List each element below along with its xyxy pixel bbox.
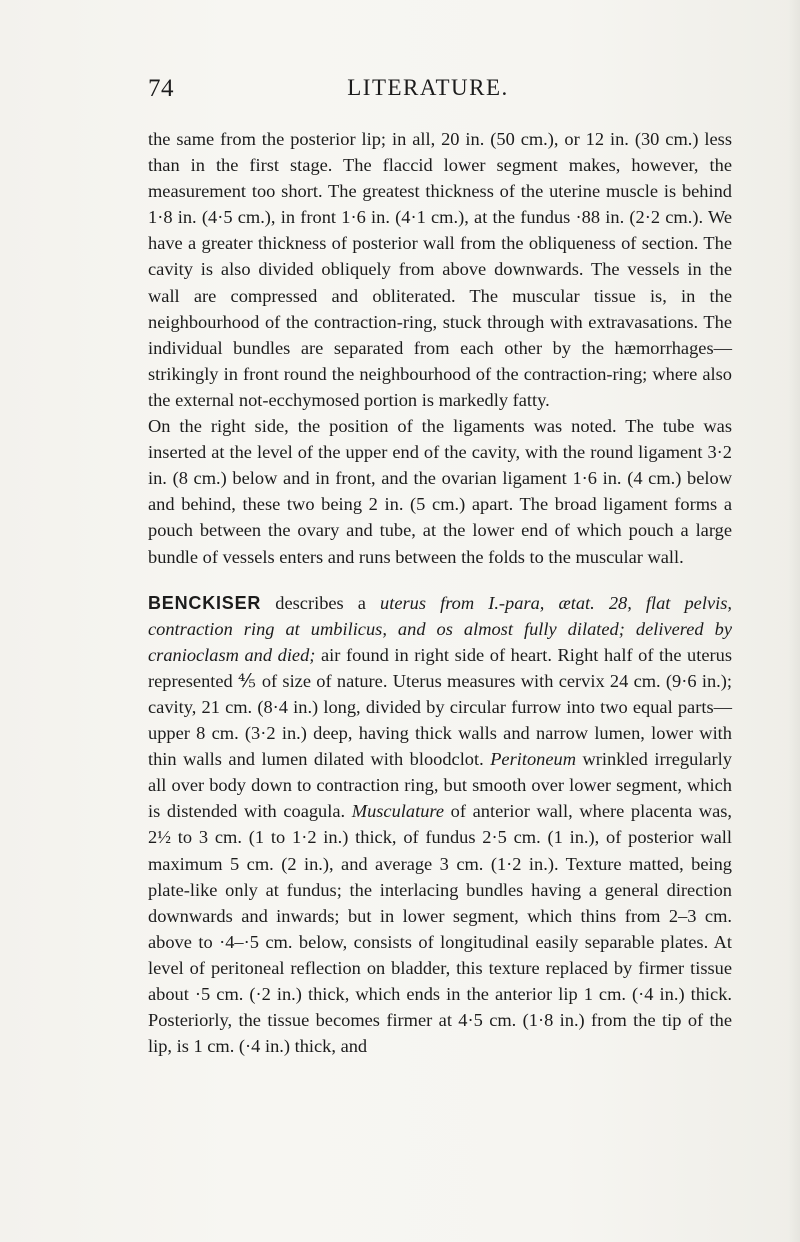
peritoneum-term: Peritoneum xyxy=(490,749,577,770)
paragraph-benckiser xyxy=(148,590,732,1060)
intro-text: describes a xyxy=(261,592,381,613)
author-name: BENCKISER xyxy=(148,592,262,613)
findings-text-a: air found in right side of heart. Right half of the uterus represented ⅘ of size of nature. Uterus measures with cervix 24 cm. (9·6 in.); cavity, 21 cm. (8·4 in.) long, divided by circular furrow into two equal parts—upper 8 cm. (3·2 in.) deep, having thick walls and narrow lumen, lower with thin walls and lumen dilated with bloodclot. xyxy=(148,644,732,770)
paragraph-ligaments: On the right side, the position of the ligaments was noted. The tube was inserted at the level of the upper end of the cavity, with the round ligament 3·2 in. (8 cm.) below and in front, and the ovarian ligament 1·6 in. (4 cm.) below and behind, these two being 2 in. (5 cm.) apart. The broad ligament forms a pouch between the ovary and tube, at the lower end of which pouch a large bundle of vessels enters and runs between the folds to the muscular wall. xyxy=(148,416,732,567)
paragraph-continued: the same from the posterior lip; in all, 20 in. (50 cm.), or 12 in. (30 cm.) less than in the first stage. The flaccid lower segment makes, however, the measurement too short. The greatest thickness of the uterine muscle is behind 1·8 in. (4·5 cm.), in front 1·6 in. (4·1 cm.), at the fundus ·88 in. (2·2 cm.). We have a greater thickness of posterior wall from the obliqueness of section. The cavity is also divided obliquely from above downwards. The vessels in the wall are compressed and obliterated. The muscular tissue is, in the neighbourhood of the contraction-ring, stuck through with extravasations. The individual bundles are separated from each other by the hæmorrhages—strikingly in front round the neighbourhood of the contraction-ring; where also the external not-ecchymosed portion is markedly fatty. xyxy=(148,129,732,410)
page-edge-shadow xyxy=(788,0,800,1242)
running-title: LITERATURE. xyxy=(347,75,509,100)
findings-text-b: wrinkled irregularly all over body down to contraction ring, but smooth over lower segment, which is distended with coagula. xyxy=(148,749,732,822)
body-text xyxy=(148,126,732,1059)
findings-text-c: of anterior wall, where placenta was, 2½ to 3 cm. (1 to 1·2 in.) thick, of fundus 2·5 cm. (1 in.), of posterior wall maximum 5 cm. (2 in.), and average 3 cm. (1·2 in.). Texture matted, being plate-like only at fundus; the interlacing bundles having a general direction downwards and inwards; but in lower segment, which thins from 2–3 cm. above to ·4–·5 cm. below, consists of longitudinal easily separable plates. At level of peritoneal reflection on bladder, this texture replaced by firmer tissue about ·5 cm. (·2 in.) thick, which ends in the anterior lip 1 cm. (·4 in.) thick. Posteriorly, the tissue becomes firmer at 4·5 cm. (1·8 in.) from the tip of the lip, is 1 cm. (·4 in.) thick, and xyxy=(148,801,732,1057)
page-number: 74 xyxy=(148,75,174,102)
case-description: uterus from I.-para, ætat. 28, flat pelvis, contraction ring at umbilicus, and os almost fully dilated; delivered by cranioclasm and died; xyxy=(148,592,732,665)
musculature-term: Musculature xyxy=(351,801,445,822)
page-header xyxy=(148,75,708,109)
